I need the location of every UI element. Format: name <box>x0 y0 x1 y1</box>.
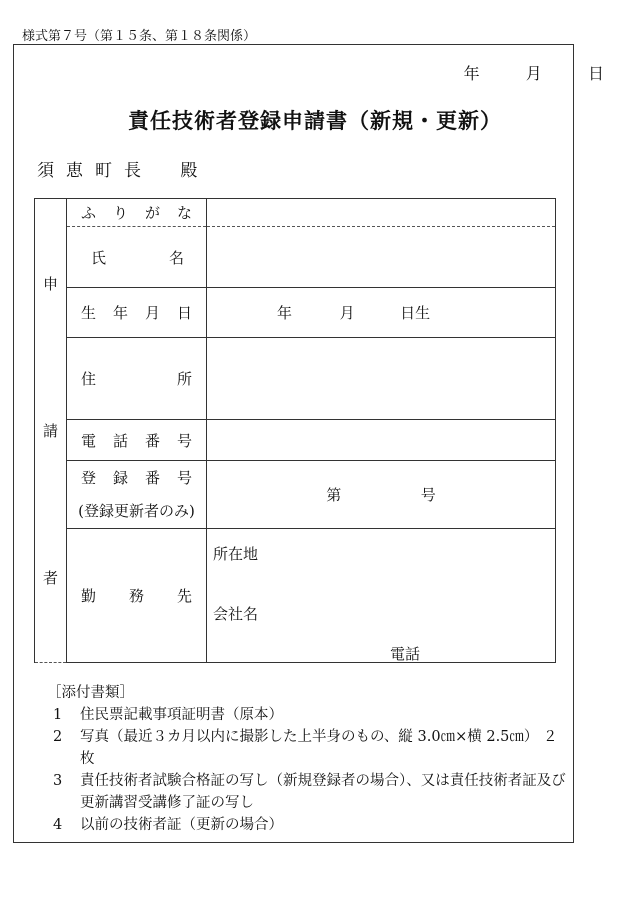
workplace-field[interactable] <box>207 529 556 663</box>
birth-field[interactable] <box>207 288 556 338</box>
date-year: 年 <box>463 64 480 83</box>
attachment-item: 4 以前の技術者証（更新の場合） <box>53 817 283 833</box>
applicant-side-label <box>35 199 67 663</box>
furigana-field[interactable] <box>207 199 556 227</box>
registration-label: 登 録 番 号 (登録更新者のみ) <box>67 461 207 529</box>
workplace-label: 勤 務 先 <box>67 529 207 663</box>
workplace-company-label: 会社名 <box>213 605 259 623</box>
birth-day: 日生 <box>400 304 431 322</box>
addressee-name: 須恵町長 <box>37 161 153 181</box>
attachments <box>47 682 567 836</box>
phone-label: 電 話 番 号 <box>67 420 207 461</box>
applicant-char-2: 請 <box>42 421 58 440</box>
registration-field[interactable] <box>207 461 556 529</box>
address-field[interactable] <box>207 338 556 420</box>
date-line <box>464 61 604 84</box>
attachment-item: 3 責任技術者試験合格証の写し（新規登録者の場合）、又は責任技術者証及び更新講習受講修了証の写し <box>53 773 566 811</box>
phone-field[interactable] <box>207 420 556 461</box>
date-month: 月 <box>525 64 542 83</box>
registration-dai: 第 <box>326 486 342 504</box>
workplace-tel-label: 電話 <box>390 645 421 663</box>
furigana-label: ふ り が な <box>67 199 207 227</box>
date-day: 日 <box>587 64 604 83</box>
name-field[interactable] <box>207 227 556 288</box>
application-table <box>34 198 556 663</box>
addressee <box>37 156 209 181</box>
workplace-location-label: 所在地 <box>213 545 259 563</box>
applicant-char-3: 者 <box>42 568 58 587</box>
attachment-item: 1 住民票記載事項証明書（原本） <box>53 707 283 723</box>
attachment-item: 2 写真（最近３カ月以内に撮影した上半身のもの、縦 3.0㎝×横 2.5㎝） ２枚 <box>53 729 558 767</box>
birth-label: 生 年 月 日 <box>67 288 207 338</box>
birth-year: 年 <box>277 304 293 322</box>
address-label: 住 所 <box>67 338 207 420</box>
attachments-heading: ［添付書類］ <box>47 685 134 701</box>
registration-go: 号 <box>420 486 436 504</box>
form-number: 様式第７号（第１５条、第１８条関係） <box>22 29 257 44</box>
birth-month: 月 <box>339 304 355 322</box>
registration-note: (登録更新者のみ) <box>78 501 195 520</box>
form-title: 責任技術者登録申請書（新規・更新） <box>128 108 502 133</box>
addressee-honorific: 殿 <box>180 161 210 181</box>
name-label: 氏 名 <box>67 227 207 288</box>
applicant-char-1: 申 <box>42 275 58 294</box>
